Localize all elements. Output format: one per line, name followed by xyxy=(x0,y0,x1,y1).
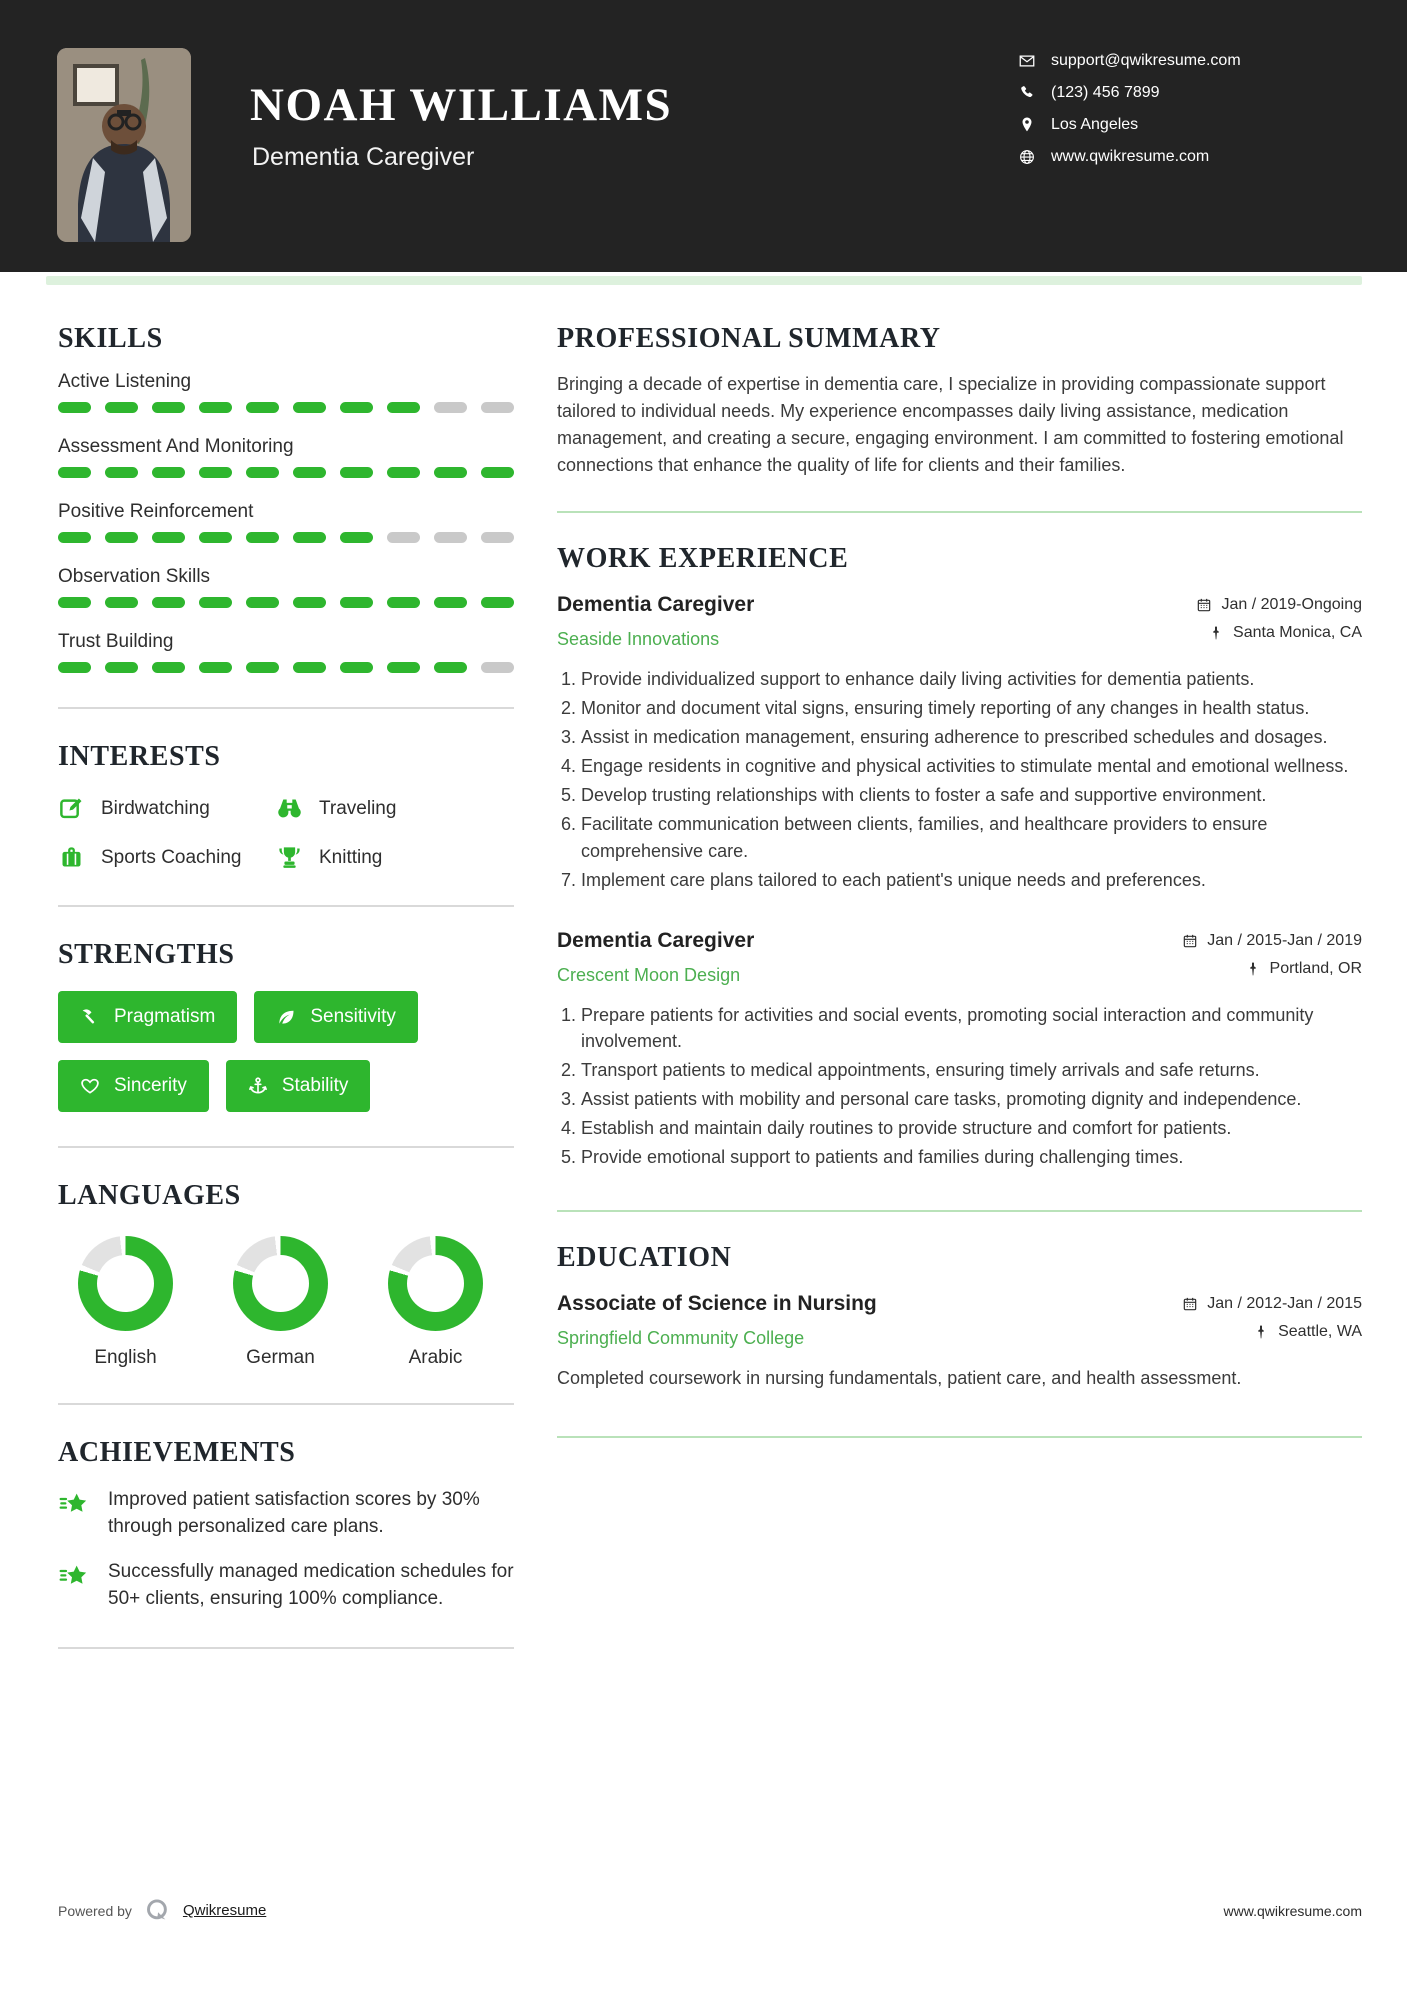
skill-dash-filled xyxy=(152,597,185,608)
strength-label: Sensitivity xyxy=(310,1006,396,1027)
skill-dash-filled xyxy=(481,467,514,478)
skill-dash-filled xyxy=(58,402,91,413)
skill-name: Observation Skills xyxy=(58,566,211,587)
skill-dash-filled xyxy=(340,597,373,608)
skill-dash-filled xyxy=(152,467,185,478)
heart-icon xyxy=(80,1076,100,1096)
profile-photo xyxy=(57,48,191,242)
skill-row xyxy=(58,371,514,413)
job-location-text: Santa Monica, CA xyxy=(1233,624,1362,641)
skill-dash-filled xyxy=(199,662,232,673)
interest-item xyxy=(58,844,276,871)
job-header xyxy=(557,593,1362,650)
skill-dash-filled xyxy=(199,402,232,413)
skill-dash-empty xyxy=(481,662,514,673)
skill-level-bar xyxy=(58,597,514,608)
section-divider xyxy=(557,511,1362,513)
skill-dash-filled xyxy=(246,402,279,413)
language-item xyxy=(78,1236,173,1369)
edit-pencil-icon xyxy=(58,795,85,822)
interest-label: Knitting xyxy=(319,846,383,868)
skill-dash-filled xyxy=(58,662,91,673)
shooting-star-icon xyxy=(58,1561,90,1593)
achievement-item xyxy=(58,1487,514,1541)
language-label: Arabic xyxy=(408,1347,463,1368)
strengths-heading: STRENGTHS xyxy=(58,939,235,970)
qwikresume-link[interactable]: Qwikresume xyxy=(182,1902,267,1919)
axe-icon xyxy=(80,1007,100,1027)
skill-dash-filled xyxy=(387,402,420,413)
strength-label: Stability xyxy=(281,1075,349,1096)
skill-dash-filled xyxy=(246,467,279,478)
interest-item xyxy=(276,795,514,822)
duty-item: 3. Assist patients with mobility and personal care tasks, promoting dignity and independence. xyxy=(581,1086,1362,1112)
strength-badge-stability xyxy=(226,1060,371,1112)
skill-level-bar xyxy=(58,467,514,478)
section-divider xyxy=(557,1210,1362,1212)
duty-item: 4. Establish and maintain daily routines to provide structure and comfort for patients. xyxy=(581,1115,1362,1141)
interest-label: Traveling xyxy=(319,797,397,819)
right-column xyxy=(557,285,1362,1468)
language-item xyxy=(233,1236,328,1369)
summary-heading: PROFESSIONAL SUMMARY xyxy=(557,323,941,354)
binoculars-icon xyxy=(276,795,303,822)
skill-dash-filled xyxy=(152,662,185,673)
skills-heading: SKILLS xyxy=(58,323,163,354)
job-date-text: Jan / 2015-Jan / 2019 xyxy=(1207,931,1362,949)
skill-name: Assessment And Monitoring xyxy=(58,436,294,457)
skill-dash-filled xyxy=(293,662,326,673)
skill-dash-filled xyxy=(199,532,232,543)
strength-badge-pragmatism xyxy=(58,991,237,1043)
job-location xyxy=(1208,624,1362,642)
skill-row xyxy=(58,566,514,608)
calendar-icon xyxy=(1182,933,1198,949)
skill-dash-filled xyxy=(387,662,420,673)
education-location xyxy=(1253,1323,1362,1341)
strength-label: Pragmatism xyxy=(114,1006,216,1027)
skill-dash-filled xyxy=(105,467,138,478)
strength-badge-sincerity xyxy=(58,1060,209,1112)
duty-list xyxy=(557,1002,1362,1171)
job-entry xyxy=(557,593,1362,893)
skill-dash-filled xyxy=(58,597,91,608)
skill-level-bar xyxy=(58,532,514,543)
skill-dash-filled xyxy=(105,532,138,543)
skill-dash-filled xyxy=(246,597,279,608)
job-company[interactable]: Crescent Moon Design xyxy=(557,964,741,985)
section-divider xyxy=(58,905,514,907)
shooting-star-icon xyxy=(58,1489,90,1521)
skill-dash-filled xyxy=(481,597,514,608)
duty-item: 2. Transport patients to medical appointments, ensuring timely arrivals and safe returns. xyxy=(581,1057,1362,1083)
strength-label: Sincerity xyxy=(114,1075,187,1096)
section-divider xyxy=(557,1436,1362,1438)
powered-by xyxy=(58,1897,266,1924)
qwikresume-logo-icon xyxy=(144,1897,171,1924)
interest-label: Birdwatching xyxy=(101,797,210,819)
skill-dash-filled xyxy=(293,532,326,543)
language-item xyxy=(388,1236,483,1369)
achievement-item xyxy=(58,1559,514,1613)
skill-dash-empty xyxy=(387,532,420,543)
skill-dash-filled xyxy=(58,467,91,478)
duty-item: 1. Prepare patients for activities and social events, promoting social interaction and community involvement. xyxy=(581,1002,1362,1054)
interest-item xyxy=(58,795,276,822)
job-date-text: Jan / 2019-Ongoing xyxy=(1221,596,1362,613)
languages-list xyxy=(58,1236,514,1369)
achievements-heading: ACHIEVEMENTS xyxy=(58,1437,296,1468)
language-label: German xyxy=(246,1347,315,1368)
section-divider xyxy=(58,1146,514,1148)
left-column xyxy=(58,285,514,1649)
skill-dash-filled xyxy=(434,662,467,673)
education-school[interactable]: Springfield Community College xyxy=(557,1328,805,1349)
powered-by-label: Powered by xyxy=(58,1902,132,1919)
job-meta xyxy=(1196,593,1362,642)
education-description: Completed coursework in nursing fundamentals, patient care, and health assessment. xyxy=(557,1368,1242,1389)
achievement-text: Successfully managed medication schedules for 50+ clients, ensuring 100% compliance. xyxy=(108,1560,514,1609)
skill-row xyxy=(58,501,514,543)
interest-label: Sports Coaching xyxy=(101,846,242,868)
skill-level-bar xyxy=(58,402,514,413)
duty-item: 3. Assist in medication management, ensuring adherence to prescribed schedules and dosages. xyxy=(581,724,1362,750)
pushpin-icon xyxy=(1245,961,1261,977)
location-pin-icon xyxy=(1018,116,1036,134)
duty-list xyxy=(557,666,1362,893)
job-entry xyxy=(557,929,1362,1171)
contact-email[interactable] xyxy=(1018,52,1241,70)
duty-item: 2. Monitor and document vital signs, ensuring timely reporting of any changes in health status. xyxy=(581,695,1362,721)
skill-dash-filled xyxy=(105,662,138,673)
job-dates xyxy=(1182,932,1362,950)
contact-email-text: support@qwikresume.com xyxy=(1051,52,1241,69)
summary-text: Bringing a decade of expertise in dementia care, I specialize in providing compassionate support tailored to individual needs. My experience encompasses daily living assistance, medication management, and creating a secure, engaging environment. I am committed to fostering emotional connections that enhance the quality of life for clients and their families. xyxy=(557,374,1344,475)
candidate-name: NOAH WILLIAMS xyxy=(250,79,673,131)
anchor-icon xyxy=(248,1076,268,1096)
skill-dash-filled xyxy=(105,402,138,413)
skill-level-bar xyxy=(58,662,514,673)
education-header xyxy=(557,1292,1362,1349)
header-divider xyxy=(46,276,1362,285)
skill-dash-filled xyxy=(152,532,185,543)
interest-item xyxy=(276,844,514,871)
duty-item: 5. Develop trusting relationships with clients to foster a safe and supportive environment. xyxy=(581,782,1362,808)
education-date-text: Jan / 2012-Jan / 2015 xyxy=(1207,1295,1362,1313)
envelope-icon xyxy=(1018,52,1036,70)
skill-dash-filled xyxy=(199,467,232,478)
education-heading: EDUCATION xyxy=(557,1242,732,1274)
skill-dash-filled xyxy=(293,467,326,478)
footer xyxy=(58,1897,1362,1924)
education-dates xyxy=(1182,1295,1362,1313)
section-divider xyxy=(58,707,514,709)
person-silhouette-icon xyxy=(57,48,191,242)
contact-location-text: Los Angeles xyxy=(1051,116,1139,133)
skill-dash-filled xyxy=(246,532,279,543)
strengths-list xyxy=(58,991,514,1112)
skill-dash-filled xyxy=(340,532,373,543)
skill-dash-filled xyxy=(340,402,373,413)
skill-dash-empty xyxy=(481,402,514,413)
job-meta xyxy=(1182,929,1362,978)
calendar-icon xyxy=(1196,597,1212,613)
contact-website[interactable] xyxy=(1018,148,1241,166)
footer-website[interactable]: www.qwikresume.com xyxy=(1223,1902,1362,1919)
skill-dash-filled xyxy=(387,597,420,608)
skill-dash-filled xyxy=(340,467,373,478)
skill-dash-empty xyxy=(434,402,467,413)
language-donut-chart xyxy=(388,1236,483,1331)
skill-dash-filled xyxy=(152,402,185,413)
pushpin-icon xyxy=(1208,625,1224,641)
job-location xyxy=(1245,960,1362,978)
strength-badge-sensitivity xyxy=(254,991,418,1043)
achievement-text: Improved patient satisfaction scores by 30% through personalized care plans. xyxy=(108,1489,480,1537)
contact-block xyxy=(1018,52,1241,166)
job-title: Dementia Caregiver xyxy=(557,928,755,952)
briefcase-icon xyxy=(58,844,85,871)
calendar-icon xyxy=(1182,1296,1198,1312)
header xyxy=(0,0,1407,272)
leaf-icon xyxy=(276,1007,296,1027)
duty-item: 7. Implement care plans tailored to each patient's unique needs and preferences. xyxy=(581,867,1362,893)
skill-dash-filled xyxy=(434,597,467,608)
languages-heading: LANGUAGES xyxy=(58,1180,241,1211)
education-location-text: Seattle, WA xyxy=(1278,1323,1362,1341)
skill-dash-filled xyxy=(293,402,326,413)
language-donut-chart xyxy=(233,1236,328,1331)
skill-dash-empty xyxy=(434,532,467,543)
skill-row xyxy=(58,436,514,478)
job-company[interactable]: Seaside Innovations xyxy=(557,629,720,649)
interests-grid xyxy=(58,795,514,871)
skill-name: Trust Building xyxy=(58,631,174,652)
section-divider xyxy=(58,1647,514,1649)
job-dates xyxy=(1196,596,1362,614)
experience-heading: WORK EXPERIENCE xyxy=(557,543,849,574)
education-meta xyxy=(1182,1292,1362,1341)
skill-dash-filled xyxy=(340,662,373,673)
skill-dash-empty xyxy=(481,532,514,543)
skill-dash-filled xyxy=(246,662,279,673)
skill-row xyxy=(58,631,514,673)
skill-dash-filled xyxy=(434,467,467,478)
duty-item: 4. Engage residents in cognitive and physical activities to stimulate mental and emotional wellness. xyxy=(581,753,1362,779)
trophy-icon xyxy=(276,844,303,871)
globe-icon xyxy=(1018,148,1036,166)
skill-name: Positive Reinforcement xyxy=(58,501,254,522)
duty-item: 5. Provide emotional support to patients and families during challenging times. xyxy=(581,1144,1362,1170)
duty-item: 6. Facilitate communication between clients, families, and healthcare providers to ensure comprehensive care. xyxy=(581,811,1362,863)
skill-name: Active Listening xyxy=(58,371,192,392)
education-entry xyxy=(557,1292,1362,1392)
job-title: Dementia Caregiver xyxy=(557,593,755,616)
skill-dash-filled xyxy=(105,597,138,608)
job-location-text: Portland, OR xyxy=(1269,959,1362,977)
contact-phone-text: (123) 456 7899 xyxy=(1051,84,1160,101)
contact-website-text: www.qwikresume.com xyxy=(1051,148,1210,165)
skill-dash-filled xyxy=(58,532,91,543)
candidate-title: Dementia Caregiver xyxy=(252,143,475,171)
interests-heading: INTERESTS xyxy=(58,741,221,772)
language-label: English xyxy=(94,1347,157,1368)
language-donut-chart xyxy=(78,1236,173,1331)
duty-item: 1. Provide individualized support to enhance daily living activities for dementia patients. xyxy=(581,666,1362,692)
job-header xyxy=(557,929,1362,986)
phone-icon xyxy=(1018,84,1036,102)
pushpin-icon xyxy=(1253,1324,1269,1340)
contact-phone[interactable] xyxy=(1018,84,1241,102)
section-divider xyxy=(58,1403,514,1405)
education-degree: Associate of Science in Nursing xyxy=(557,1292,877,1316)
skill-dash-filled xyxy=(293,597,326,608)
skill-dash-filled xyxy=(387,467,420,478)
contact-location xyxy=(1018,116,1241,134)
skill-dash-filled xyxy=(199,597,232,608)
